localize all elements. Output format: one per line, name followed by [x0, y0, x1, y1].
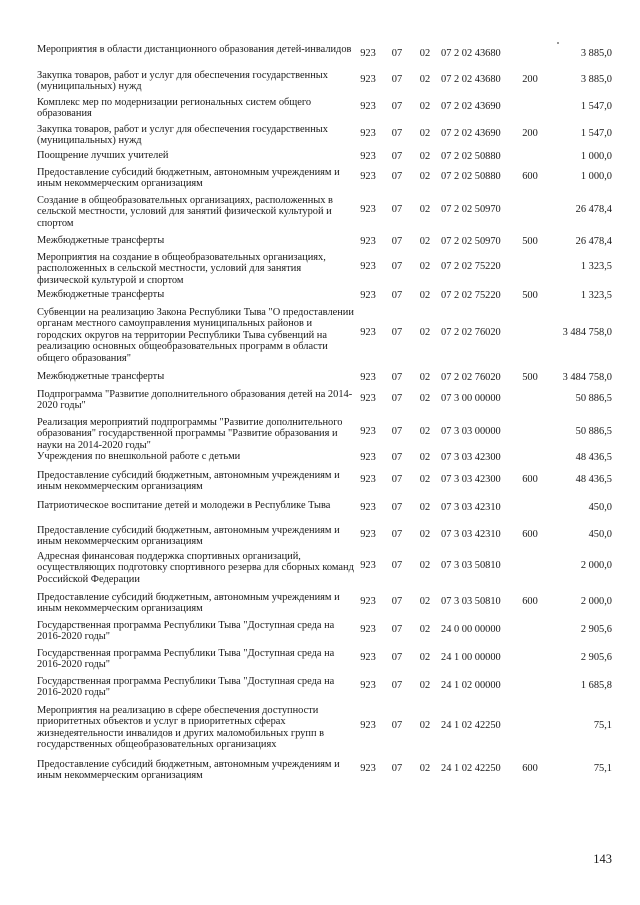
- row-rz: 07: [391, 474, 403, 485]
- row-grbs: 923: [360, 171, 376, 182]
- row-csr: 07 3 03 42300: [441, 452, 501, 463]
- row-sum: 1 547,0: [580, 128, 612, 139]
- row-grbs: 923: [360, 426, 376, 437]
- row-grbs: 923: [360, 236, 376, 247]
- row-sum: 26 478,4: [575, 236, 612, 247]
- row-csr: 24 1 00 00000: [441, 652, 501, 663]
- row-rz: 07: [391, 426, 403, 437]
- row-csr: 07 2 02 50970: [441, 204, 501, 215]
- row-sum: 3 484 758,0: [562, 372, 612, 383]
- row-pr: 02: [419, 763, 431, 774]
- row-name: Закупка товаров, работ и услуг для обеспечения государственных (муниципальных) нужд: [37, 70, 328, 93]
- row-csr: 07 2 02 50880: [441, 151, 501, 162]
- row-sum: 2 905,6: [580, 624, 612, 635]
- row-rz: 07: [391, 48, 403, 59]
- row-rz: 07: [391, 290, 403, 301]
- row-sum: 1 685,8: [580, 680, 612, 691]
- row-sum: 3 885,0: [580, 74, 612, 85]
- row-rz: 07: [391, 372, 403, 383]
- row-grbs: 923: [360, 393, 376, 404]
- row-rz: 07: [391, 652, 403, 663]
- row-csr: 07 2 02 43690: [441, 101, 501, 112]
- row-pr: 02: [419, 720, 431, 731]
- row-csr: 24 1 02 42250: [441, 763, 501, 774]
- page-number: 143: [593, 852, 612, 866]
- row-name: Предоставление субсидий бюджетным, автономным учреждениям и иным некоммерческим организациям: [37, 470, 340, 493]
- row-grbs: 923: [360, 502, 376, 513]
- row-rz: 07: [391, 171, 403, 182]
- row-name: Государственная программа Республики Тыва "Доступная среда на 2016-2020 годы": [37, 648, 335, 671]
- row-vr: 200: [522, 128, 538, 139]
- row-pr: 02: [419, 261, 431, 272]
- row-grbs: 923: [360, 48, 376, 59]
- row-vr: 500: [522, 236, 538, 247]
- row-vr: 600: [522, 529, 538, 540]
- row-pr: 02: [419, 327, 431, 338]
- row-rz: 07: [391, 236, 403, 247]
- row-pr: 02: [419, 393, 431, 404]
- row-grbs: 923: [360, 290, 376, 301]
- row-rz: 07: [391, 393, 403, 404]
- row-grbs: 923: [360, 204, 376, 215]
- row-grbs: 923: [360, 560, 376, 571]
- row-rz: 07: [391, 596, 403, 607]
- row-rz: 07: [391, 204, 403, 215]
- row-pr: 02: [419, 624, 431, 635]
- row-rz: 07: [391, 452, 403, 463]
- row-grbs: 923: [360, 652, 376, 663]
- row-sum: 450,0: [588, 502, 612, 513]
- row-csr: 07 2 02 43680: [441, 48, 501, 59]
- row-rz: 07: [391, 763, 403, 774]
- row-sum: 3 885,0: [580, 48, 612, 59]
- row-grbs: 923: [360, 128, 376, 139]
- row-vr: 600: [522, 171, 538, 182]
- row-csr: 07 2 02 75220: [441, 261, 501, 272]
- row-sum: 75,1: [593, 763, 612, 774]
- row-sum: 450,0: [588, 529, 612, 540]
- row-name: Предоставление субсидий бюджетным, автономным учреждениям и иным некоммерческим организациям: [37, 592, 340, 615]
- row-name: Мероприятия на реализацию в сфере обеспечения доступности приоритетных объектов и услуг в приоритетных сферах жизнедеятельности инвалидов и других маломобильных групп в государственных общеобразовательных организациях: [37, 705, 325, 751]
- row-rz: 07: [391, 529, 403, 540]
- row-csr: 24 1 02 00000: [441, 680, 501, 691]
- row-name: Субвенции на реализацию Закона Республики Тыва "О предоставлении органам местного самоуправления муниципальных районов и городских округов на территории Республики Тыва субвенций на реализацию основных общеобразовательных программ в области общего образования": [37, 307, 354, 364]
- row-vr: 600: [522, 596, 538, 607]
- row-pr: 02: [419, 560, 431, 571]
- row-sum: 1 323,5: [580, 290, 612, 301]
- row-name: Учреждения по внешкольной работе с детьми: [37, 451, 241, 462]
- row-vr: 600: [522, 474, 538, 485]
- row-pr: 02: [419, 680, 431, 691]
- row-csr: 07 3 03 42310: [441, 529, 501, 540]
- row-sum: 26 478,4: [575, 204, 612, 215]
- row-rz: 07: [391, 261, 403, 272]
- row-pr: 02: [419, 452, 431, 463]
- row-name: Предоставление субсидий бюджетным, автономным учреждениям и иным некоммерческим организациям: [37, 759, 340, 782]
- row-sum: 1 000,0: [580, 171, 612, 182]
- row-csr: 07 3 03 42310: [441, 502, 501, 513]
- row-csr: 24 1 02 42250: [441, 720, 501, 731]
- row-pr: 02: [419, 236, 431, 247]
- row-name: Предоставление субсидий бюджетным, автономным учреждениям и иным некоммерческим организациям: [37, 525, 340, 548]
- row-csr: 07 2 02 50970: [441, 236, 501, 247]
- row-name: Подпрограмма "Развитие дополнительного образования детей на 2014-2020 годы": [37, 389, 353, 412]
- row-pr: 02: [419, 151, 431, 162]
- row-rz: 07: [391, 101, 403, 112]
- row-vr: 500: [522, 290, 538, 301]
- row-name: Комплекс мер по модернизации региональных систем общего образования: [37, 97, 312, 120]
- row-grbs: 923: [360, 101, 376, 112]
- row-sum: 3 484 758,0: [562, 327, 612, 338]
- row-pr: 02: [419, 652, 431, 663]
- row-name: Реализация мероприятий подпрограммы "Развитие дополнительного образования" государственной программы "Развитие образования и науки на 2014-2020 годы": [37, 417, 343, 451]
- row-csr: 07 3 03 42300: [441, 474, 501, 485]
- row-csr: 24 0 00 00000: [441, 624, 501, 635]
- row-vr: 500: [522, 372, 538, 383]
- row-sum: 1 547,0: [580, 101, 612, 112]
- row-name: Межбюджетные трансферты: [37, 289, 165, 300]
- row-pr: 02: [419, 529, 431, 540]
- row-pr: 02: [419, 48, 431, 59]
- row-name: Мероприятия в области дистанционного образования детей-инвалидов: [37, 44, 352, 55]
- row-pr: 02: [419, 502, 431, 513]
- row-vr: 200: [522, 74, 538, 85]
- row-sum: 1 323,5: [580, 261, 612, 272]
- row-pr: 02: [419, 128, 431, 139]
- row-grbs: 923: [360, 74, 376, 85]
- row-sum: 2 000,0: [580, 596, 612, 607]
- row-rz: 07: [391, 151, 403, 162]
- row-sum: 50 886,5: [575, 393, 612, 404]
- row-pr: 02: [419, 101, 431, 112]
- row-rz: 07: [391, 624, 403, 635]
- row-sum: 48 436,5: [575, 474, 612, 485]
- row-sum: 2 000,0: [580, 560, 612, 571]
- row-sum: 1 000,0: [580, 151, 612, 162]
- row-pr: 02: [419, 204, 431, 215]
- row-pr: 02: [419, 426, 431, 437]
- row-rz: 07: [391, 502, 403, 513]
- row-csr: 07 2 02 43680: [441, 74, 501, 85]
- row-rz: 07: [391, 128, 403, 139]
- row-pr: 02: [419, 74, 431, 85]
- row-csr: 07 3 03 50810: [441, 596, 501, 607]
- row-csr: 07 2 02 75220: [441, 290, 501, 301]
- row-grbs: 923: [360, 763, 376, 774]
- row-name: Адресная финансовая поддержка спортивных организаций, осуществляющих подготовку спортивного резерва для сборных команд Российской Федерации: [37, 551, 354, 585]
- row-csr: 07 3 00 00000: [441, 393, 501, 404]
- row-name: Межбюджетные трансферты: [37, 371, 165, 382]
- row-csr: 07 2 02 76020: [441, 372, 501, 383]
- row-grbs: 923: [360, 452, 376, 463]
- row-pr: 02: [419, 474, 431, 485]
- row-sum: 75,1: [593, 720, 612, 731]
- row-rz: 07: [391, 680, 403, 691]
- row-csr: 07 2 02 50880: [441, 171, 501, 182]
- row-name: Создание в общеобразовательных организациях, расположенных в сельской местности, условий для занятий физической культурой и спортом: [37, 195, 333, 229]
- row-sum: 48 436,5: [575, 452, 612, 463]
- row-csr: 07 3 03 00000: [441, 426, 501, 437]
- row-name: Закупка товаров, работ и услуг для обеспечения государственных (муниципальных) нужд: [37, 124, 328, 147]
- row-grbs: 923: [360, 327, 376, 338]
- row-grbs: 923: [360, 261, 376, 272]
- row-name: Патриотическое воспитание детей и молодежи в Республике Тыва: [37, 500, 331, 511]
- row-pr: 02: [419, 372, 431, 383]
- row-sum: 50 886,5: [575, 426, 612, 437]
- row-grbs: 923: [360, 680, 376, 691]
- row-csr: 07 2 02 43690: [441, 128, 501, 139]
- row-grbs: 923: [360, 624, 376, 635]
- row-rz: 07: [391, 720, 403, 731]
- row-pr: 02: [419, 596, 431, 607]
- row-name: Мероприятия на создание в общеобразовательных организациях, расположенных в сельской местности, условий для занятия физической культурой и спортом: [37, 252, 326, 286]
- row-csr: 07 2 02 76020: [441, 327, 501, 338]
- row-grbs: 923: [360, 372, 376, 383]
- row-name: Государственная программа Республики Тыва "Доступная среда на 2016-2020 годы": [37, 676, 335, 699]
- row-pr: 02: [419, 290, 431, 301]
- row-vr: 600: [522, 763, 538, 774]
- row-sum: 2 905,6: [580, 652, 612, 663]
- row-grbs: 923: [360, 529, 376, 540]
- row-rz: 07: [391, 74, 403, 85]
- row-pr: 02: [419, 171, 431, 182]
- row-csr: 07 3 03 50810: [441, 560, 501, 571]
- scan-speck: [557, 42, 559, 44]
- row-grbs: 923: [360, 474, 376, 485]
- row-grbs: 923: [360, 596, 376, 607]
- row-grbs: 923: [360, 151, 376, 162]
- row-name: Межбюджетные трансферты: [37, 235, 165, 246]
- row-rz: 07: [391, 327, 403, 338]
- row-rz: 07: [391, 560, 403, 571]
- row-grbs: 923: [360, 720, 376, 731]
- row-name: Поощрение лучших учителей: [37, 150, 169, 161]
- row-name: Государственная программа Республики Тыва "Доступная среда на 2016-2020 годы": [37, 620, 335, 643]
- row-name: Предоставление субсидий бюджетным, автономным учреждениям и иным некоммерческим организациям: [37, 167, 340, 190]
